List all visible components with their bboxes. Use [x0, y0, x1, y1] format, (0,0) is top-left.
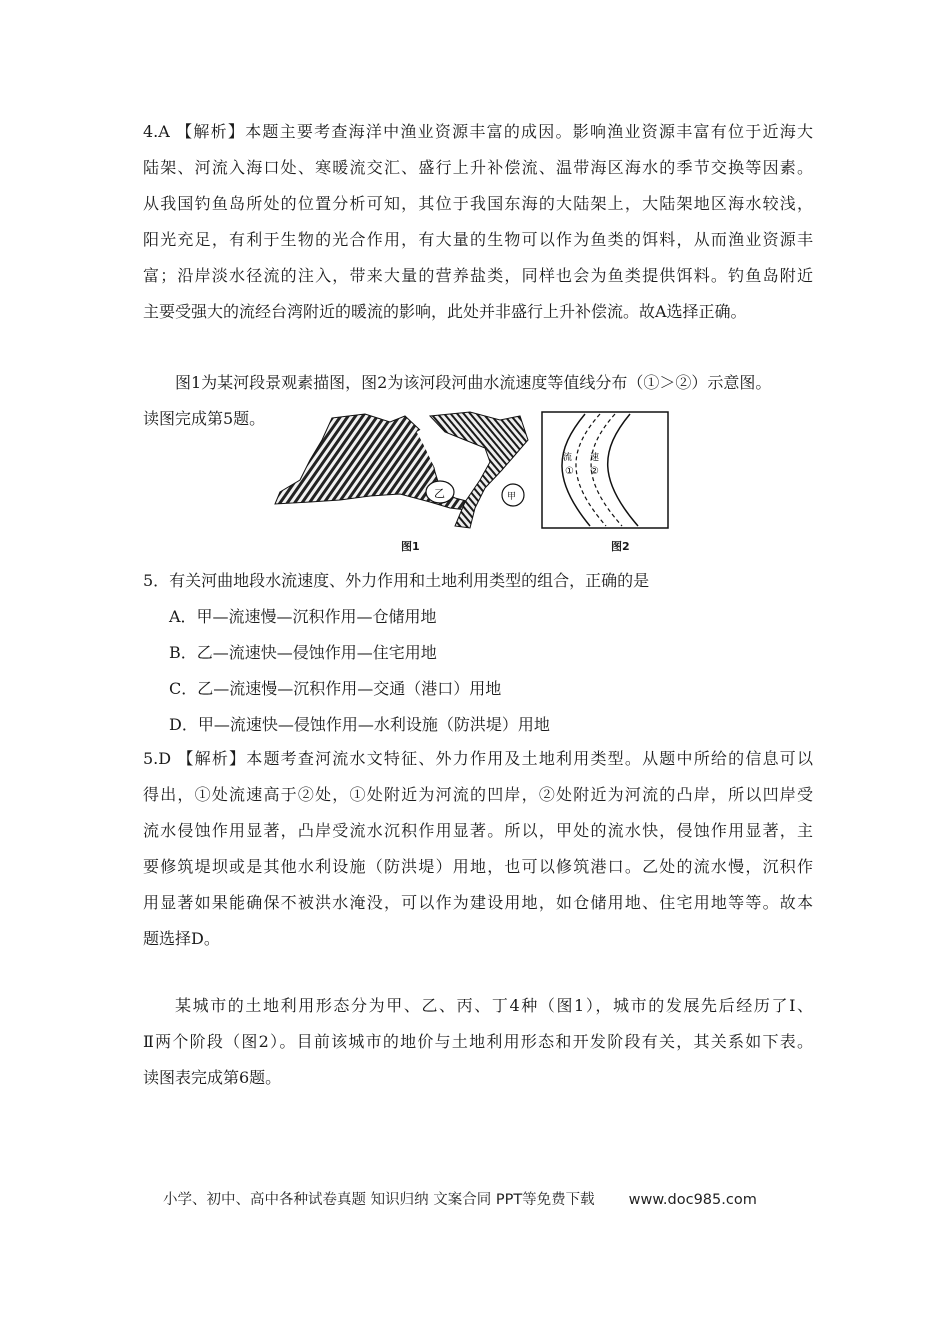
- text-line: 从我国钓鱼岛所处的位置分析可知，其位于我国东海的大陆架上，大陆架地区海水较浅，: [143, 194, 813, 213]
- answer-5-explanation: [143, 741, 813, 957]
- figure-label-su: 速: [590, 453, 600, 463]
- text-line: 阳光充足，有利于生物的光合作用，有大量的生物可以作为鱼类的饵料，从而渔业资源丰: [143, 230, 813, 249]
- figure-label-yi: 乙: [434, 487, 445, 500]
- question-6-intro: [143, 988, 813, 1096]
- figure-label-liu: 流: [563, 453, 573, 463]
- footer-text: 小学、初中、高中各种试卷真题 知识归纳 文案合同 PPT等免费下载: [163, 1192, 595, 1208]
- figure-label-jia: 甲: [507, 492, 517, 502]
- text-line: 5.D 【解析】本题考查河流水文特征、外力作用及土地利用类型。从题中所给的信息可以: [143, 749, 813, 768]
- option-c: C．乙—流速慢—沉积作用—交通（港口）用地: [169, 679, 502, 698]
- text-line: 流水侵蚀作用显著，凸岸受流水沉积作用显著。所以，甲处的流水快，侵蚀作用显著，主: [143, 821, 813, 840]
- figure-2-caption: 图2: [611, 540, 630, 553]
- answer-4-explanation: [143, 114, 813, 330]
- option-b: B．乙—流速快—侵蚀作用—住宅用地: [169, 643, 437, 662]
- page-footer: [163, 1188, 757, 1209]
- text-line: 读图完成第5题。: [143, 409, 266, 428]
- question-stem: 5．有关河曲地段水流速度、外力作用和土地利用类型的组合，正确的是: [143, 571, 650, 590]
- text-line: 某城市的土地利用形态分为甲、乙、丙、丁4种（图1），城市的发展先后经历了Ⅰ、: [175, 996, 813, 1015]
- question-5: [143, 563, 813, 743]
- text-line: 主要受强大的流经台湾附近的暖流的影响，此处并非盛行上升补偿流。故A选择正确。: [143, 302, 747, 321]
- text-line: Ⅱ两个阶段（图2）。目前该城市的地价与土地利用形态和开发阶段有关，其关系如下表。: [143, 1032, 813, 1051]
- text-line: 富；沿岸淡水径流的注入，带来大量的营养盐类，同样也会为鱼类提供饵料。钓鱼岛附近: [143, 266, 813, 285]
- text-line: 题选择D。: [143, 929, 220, 948]
- figure-label-1: ①: [565, 466, 574, 477]
- river-figures: [270, 410, 670, 560]
- text-line: 4.A 【解析】本题主要考查海洋中渔业资源丰富的成因。影响渔业资源丰富有位于近海大: [143, 122, 813, 141]
- option-d: D．甲—流速快—侵蚀作用—水利设施（防洪堤）用地: [169, 715, 550, 734]
- option-a: A．甲—流速慢—沉积作用—仓储用地: [169, 607, 437, 626]
- figure-1-caption: 图1: [401, 540, 420, 553]
- figure-label-2: ②: [590, 466, 599, 477]
- figure-1-river-sketch: [270, 410, 670, 560]
- text-line: 用显著如果能确保不被洪水淹没，可以作为建设用地，如仓储用地、住宅用地等等。故本: [143, 893, 813, 912]
- text-line: 得出，①处流速高于②处，①处附近为河流的凹岸，②处附近为河流的凸岸，所以凹岸受: [143, 785, 813, 804]
- figure-2-frame: [542, 412, 668, 528]
- text-line: 要修筑堤坝或是其他水利设施（防洪堤）用地，也可以修筑港口。乙处的流水慢，沉积作: [143, 857, 813, 876]
- text-line: 图1为某河段景观素描图，图2为该河段河曲水流速度等值线分布（①＞②）示意图。: [175, 373, 772, 392]
- text-line: 陆架、河流入海口处、寒暖流交汇、盛行上升补偿流、温带海区海水的季节交换等因素。: [143, 158, 813, 177]
- text-line: 读图表完成第6题。: [143, 1068, 282, 1087]
- footer-site-link[interactable]: www.doc985.com: [628, 1192, 757, 1208]
